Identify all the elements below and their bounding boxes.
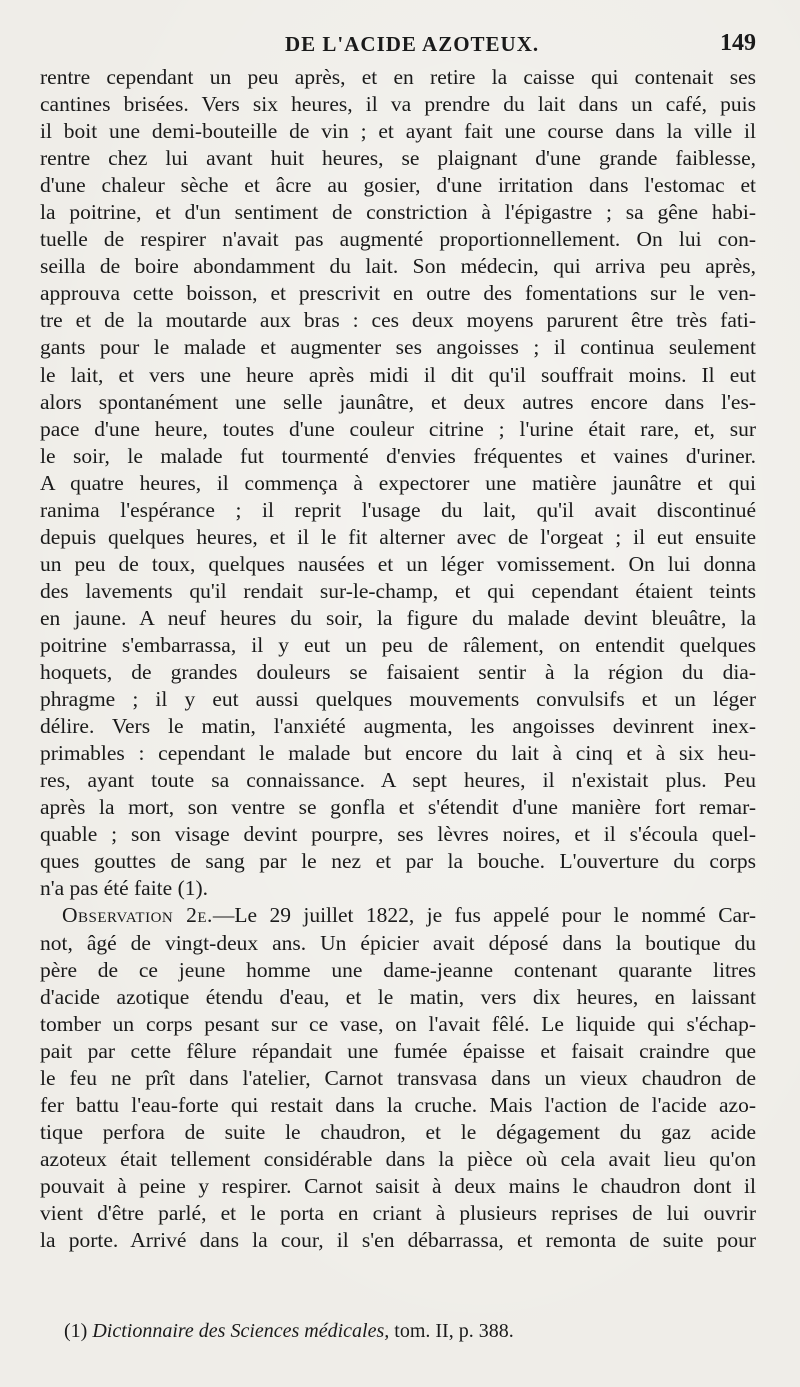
text-line: A quatre heures, il commença à expectorer une matière jaunâtre et qui bbox=[40, 470, 756, 495]
body-text bbox=[40, 64, 756, 1254]
text-line: la poitrine, et d'un sentiment de constriction à l'épigastre ; sa gêne habi- bbox=[40, 200, 756, 225]
text-line: en jaune. A neuf heures du soir, la figure du malade devint bleuâtre, la bbox=[40, 605, 756, 630]
observation-label: Observation 2e. bbox=[62, 903, 213, 928]
text-line: ques gouttes de sang par le nez et par la bouche. L'ouverture du corps bbox=[40, 849, 756, 874]
text-line: après la mort, son ventre se gonfla et s'étendit d'une manière fort remar- bbox=[40, 795, 756, 820]
text-line: quable ; son visage devint pourpre, ses lèvres noires, et il s'écoula quel- bbox=[40, 822, 756, 847]
text-line: primables : cependant le malade but encore du lait à cinq et à six heu- bbox=[40, 741, 756, 766]
text-line: tique perfora de suite le chaudron, et le dégagement du gaz acide bbox=[40, 1119, 756, 1144]
text-line: tuelle de respirer n'avait pas augmenté proportionnellement. On lui con- bbox=[40, 227, 756, 252]
text-line: des lavements qu'il rendait sur-le-champ, et qui cependant étaient teints bbox=[40, 578, 756, 603]
text-line: depuis quelques heures, et il le fit alterner avec de l'orgeat ; il eut ensuite bbox=[40, 524, 756, 549]
footnote bbox=[64, 1320, 764, 1343]
page-header bbox=[40, 32, 756, 62]
text-line: poitrine s'embarrassa, il y eut un peu de râlement, on entendit quelques bbox=[40, 632, 756, 657]
text-line: n'a pas été faite (1). bbox=[40, 876, 209, 901]
footnote-ref: tom. II, p. 388. bbox=[394, 1320, 514, 1342]
text-line: fer battu l'eau-forte qui restait dans la cruche. Mais l'action de l'acide azo- bbox=[40, 1092, 756, 1117]
observation-line bbox=[40, 902, 756, 929]
text-line: azoteux était tellement considérable dans la pièce où cela avait lieu qu'on bbox=[40, 1146, 756, 1171]
text-line: seilla de boire abondamment du lait. Son médecin, qui arriva peu après, bbox=[40, 254, 756, 279]
text-line: d'une chaleur sèche et âcre au gosier, d'une irritation dans l'estomac et bbox=[40, 173, 756, 198]
observation-text: —Le 29 juillet 1822, je fus appelé pour le nommé Car- bbox=[212, 903, 756, 928]
text-line: tre et de la moutarde aux bras : ces deux moyens parurent être très fati- bbox=[40, 308, 756, 333]
text-line: d'acide azotique étendu d'eau, et le matin, vers dix heures, en laissant bbox=[40, 984, 756, 1009]
text-line: res, ayant toute sa connaissance. A sept heures, il n'existait plus. Peu bbox=[40, 768, 756, 793]
text-line: pouvait à peine y respirer. Carnot saisit à deux mains le chaudron dont il bbox=[40, 1173, 756, 1198]
text-line: cantines brisées. Vers six heures, il va prendre du lait dans un café, puis bbox=[40, 92, 756, 117]
text-line: un peu de toux, quelques nausées et un léger vomissement. On lui donna bbox=[40, 551, 756, 576]
text-line: le soir, le malade fut tourmenté d'envies fréquentes et vaines d'uriner. bbox=[40, 443, 756, 468]
text-line: le lait, et vers une heure après midi il dit qu'il souffrait moins. Il eut bbox=[40, 362, 756, 387]
text-line: père de ce jeune homme une dame-jeanne contenant quarante litres bbox=[40, 957, 756, 982]
text-line: le feu ne prît dans l'atelier, Carnot transvasa dans un vieux chaudron de bbox=[40, 1065, 756, 1090]
footnote-marker: (1) bbox=[64, 1320, 88, 1342]
text-line: not, âgé de vingt-deux ans. Un épicier avait déposé dans la boutique du bbox=[40, 930, 756, 955]
text-line: vient d'être parlé, et le porta en criant à plusieurs reprises de lui ouvrir bbox=[40, 1200, 756, 1225]
page-number: 149 bbox=[720, 30, 756, 56]
text-line: alors spontanément une selle jaunâtre, et deux autres encore dans l'es- bbox=[40, 389, 756, 414]
text-line: rentre chez lui avant huit heures, se plaignant d'une grande faiblesse, bbox=[40, 146, 756, 171]
text-line: pait par cette fêlure répandait une fumée épaisse et faisait craindre que bbox=[40, 1038, 756, 1063]
text-line: gants pour le malade et augmenter ses angoisses ; il continua seulement bbox=[40, 335, 756, 360]
text-line: tomber un corps pesant sur ce vase, on l'avait fêlé. Le liquide qui s'échap- bbox=[40, 1011, 756, 1036]
text-line: approuva cette boisson, et prescrivit en outre des fomentations sur le ven- bbox=[40, 281, 756, 306]
text-line: il boit une demi-bouteille de vin ; et ayant fait une course dans la ville il bbox=[40, 119, 756, 144]
text-line: rentre cependant un peu après, et en retire la caisse qui contenait ses bbox=[40, 65, 756, 89]
footnote-source: Dictionnaire des Sciences médicales, bbox=[92, 1320, 390, 1342]
running-title: DE L'ACIDE AZOTEUX. bbox=[285, 32, 540, 56]
text-line: ranima l'espérance ; il reprit l'usage du lait, qu'il avait discontinué bbox=[40, 497, 756, 522]
text-line: délire. Vers le matin, l'anxiété augmenta, les angoisses devinrent inex- bbox=[40, 714, 756, 739]
text-line: la porte. Arrivé dans la cour, il s'en débarrassa, et remonta de suite pour bbox=[40, 1228, 756, 1253]
text-line: phragme ; il y eut aussi quelques mouvements convulsifs et un léger bbox=[40, 687, 756, 712]
text-line: pace d'une heure, toutes d'une couleur citrine ; l'urine était rare, et, sur bbox=[40, 416, 756, 441]
text-line: hoquets, de grandes douleurs se faisaient sentir à la région du dia- bbox=[40, 660, 756, 685]
